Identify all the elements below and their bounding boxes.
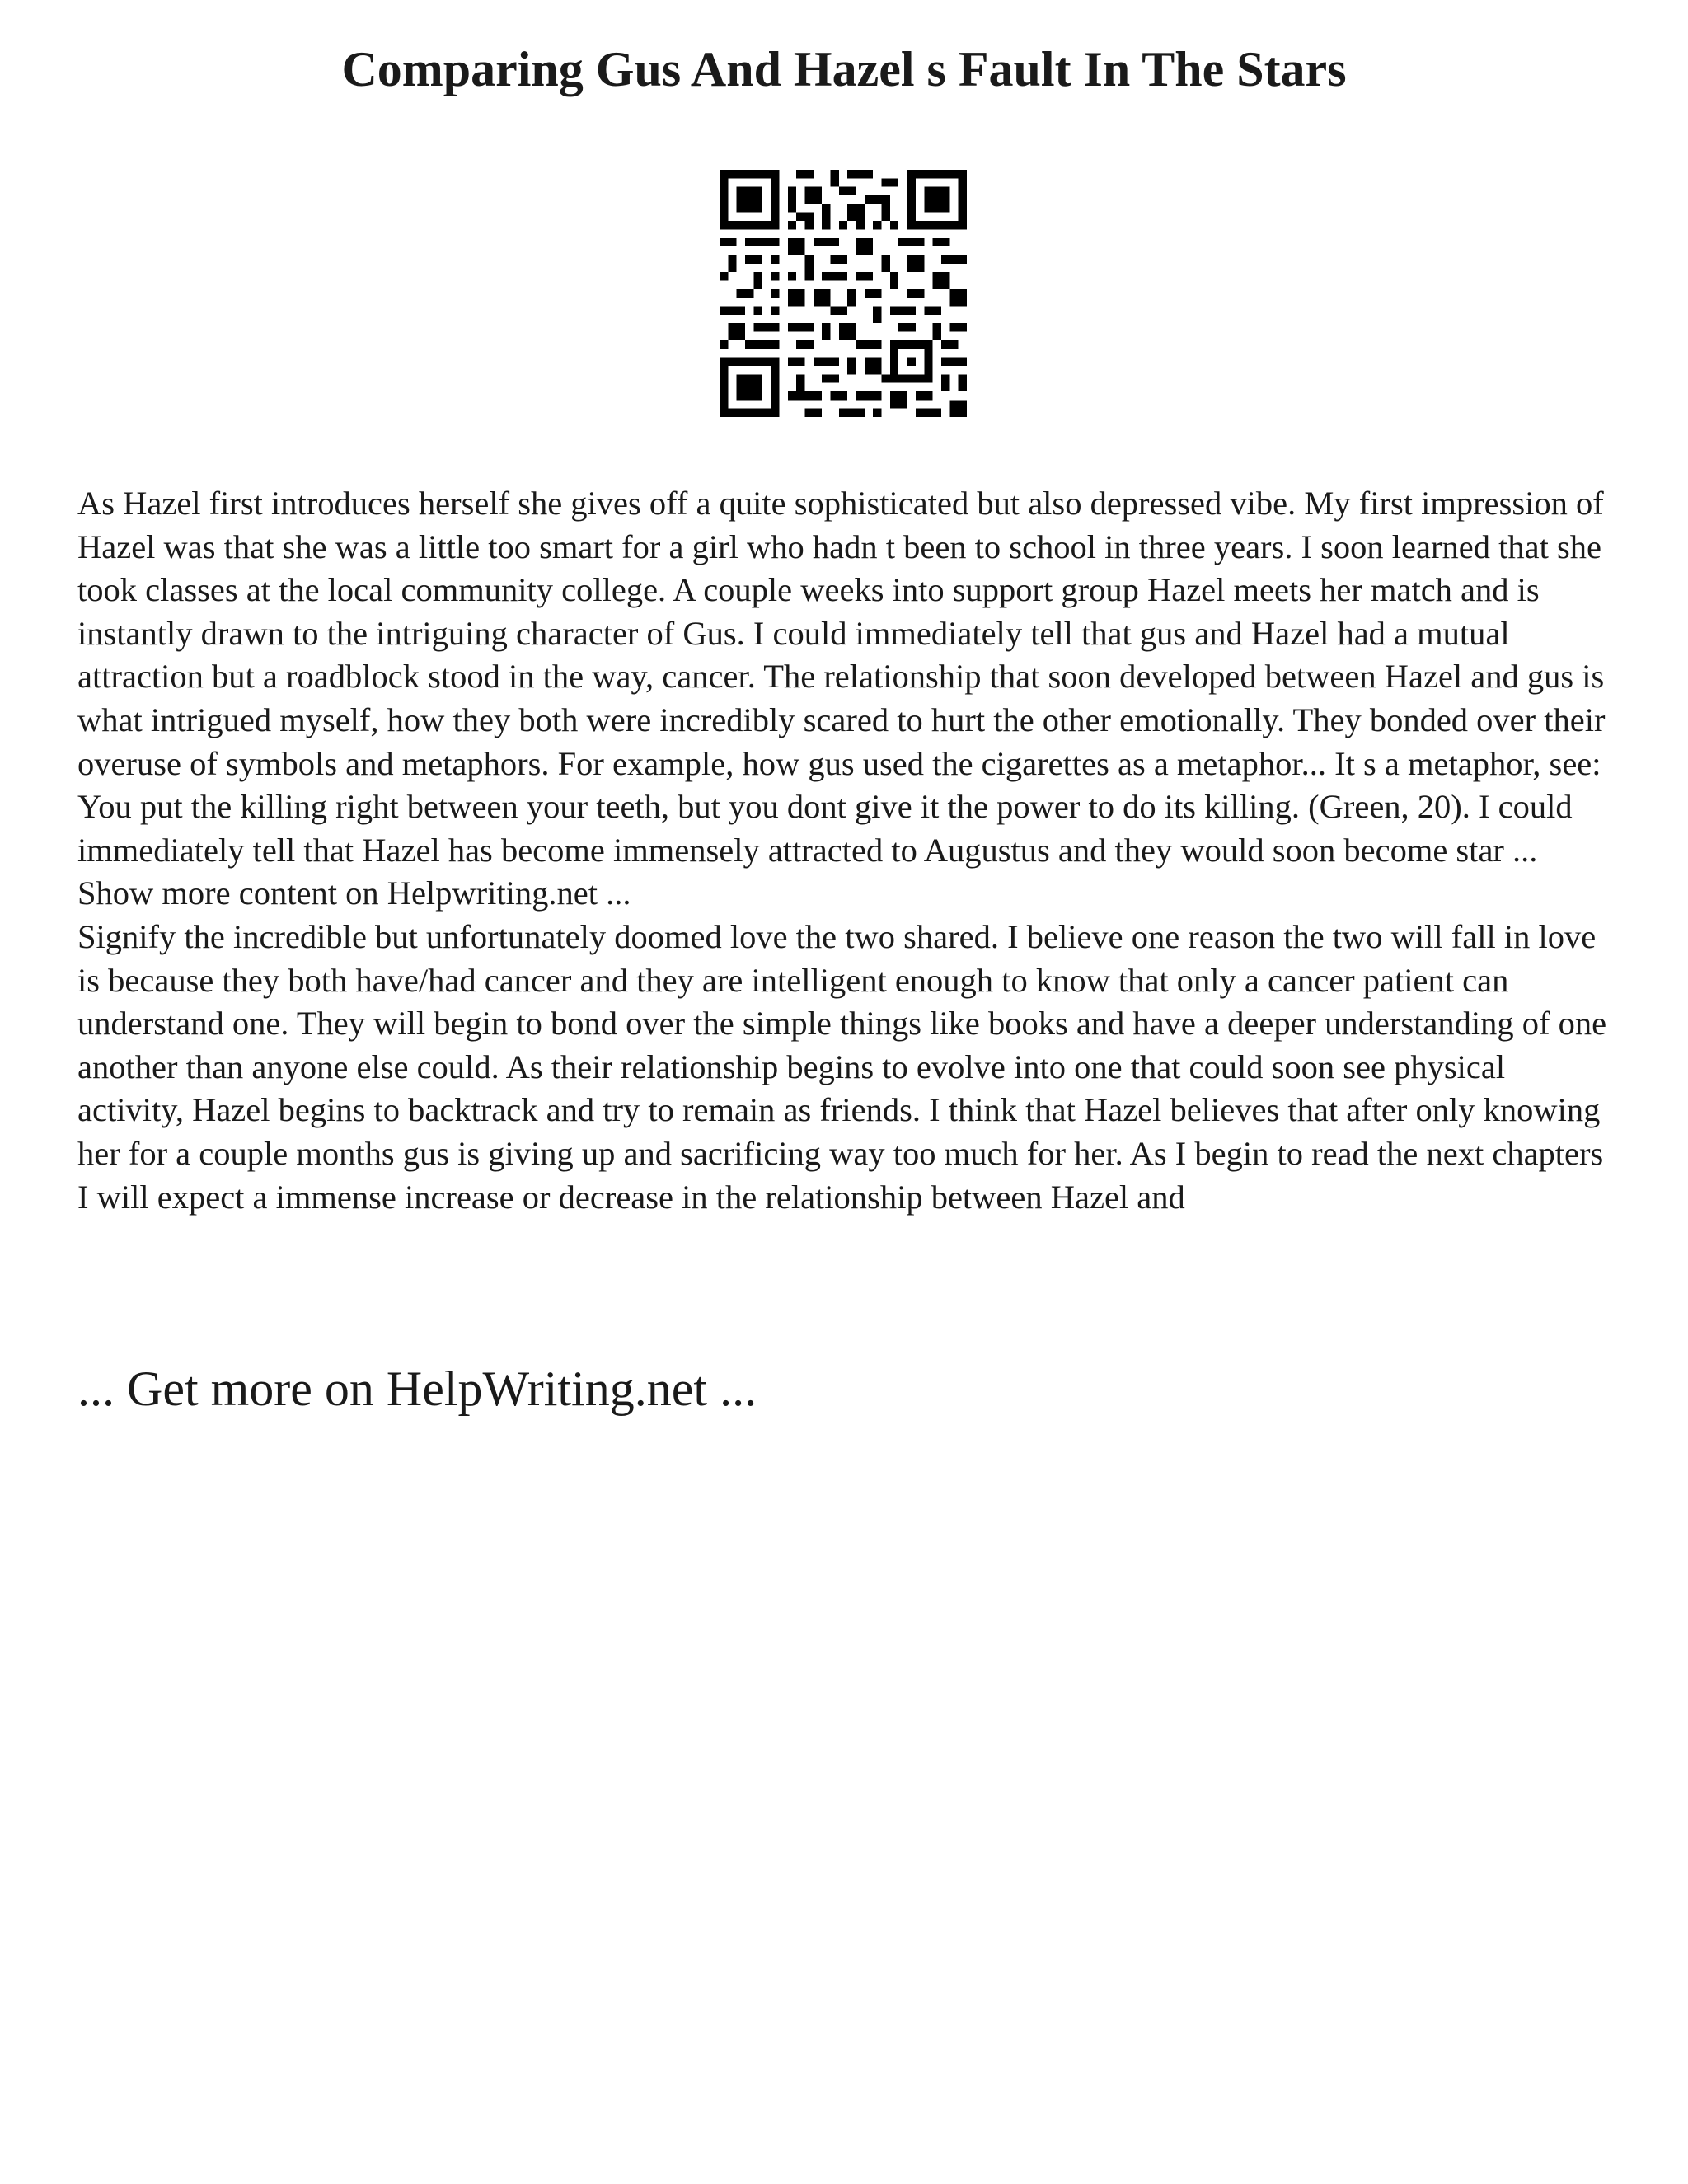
page-title: Comparing Gus And Hazel s Fault In The Stars [341,42,1347,96]
paragraph-1: As Hazel first introduces herself she gives off a quite sophisticated but also depressed vibe. My first impression of Hazel was that she was a little too smart for a girl who hadn t been to school in three years. I soon learned that she took classes at the local community college. A couple weeks into support group Hazel meets her match and is instantly drawn to the intriguing character of Gus. I could immediately tell that gus and Hazel had a mutual attraction but a roadblock stood in the way, cancer. The relationship that soon developed between Hazel and gus is what intrigued myself, how they both were incredibly scared to hurt the other emotionally. They bonded over their overuse of symbols and metaphors. For example, how gus used the cigarettes as a metaphor... It s a metaphor, see: You put the killing right between your teeth, but you dont give it the power to do its killing. (Green, 20). I could immediately tell that Hazel has become immensely attracted to Augustus and they would soon become star ... Show more content on Helpwriting.net ... [77,485,1606,912]
article-body [77,482,1619,1219]
paragraph-2: Signify the incredible but unfortunately doomed love the two shared. I believe one reason the two will fall in love is because they both have/had cancer and they are intelligent enough to know that only a cancer patient can understand one. They will begin to bond over the simple things like books and have a deeper understanding of one another than anyone else could. As their relationship begins to evolve into one that could soon see physical activity, Hazel begins to backtrack and try to remain as friends. I think that Hazel believes that after only knowing her for a couple months gus is giving up and sacrificing way too much for her. As I begin to read the next chapters I will expect a immense increase or decrease in the relationship between Hazel and [77,917,1607,1216]
qr-code-icon [720,170,967,417]
get-more-link[interactable]: ... Get more on HelpWriting.net ... [77,1361,757,1416]
